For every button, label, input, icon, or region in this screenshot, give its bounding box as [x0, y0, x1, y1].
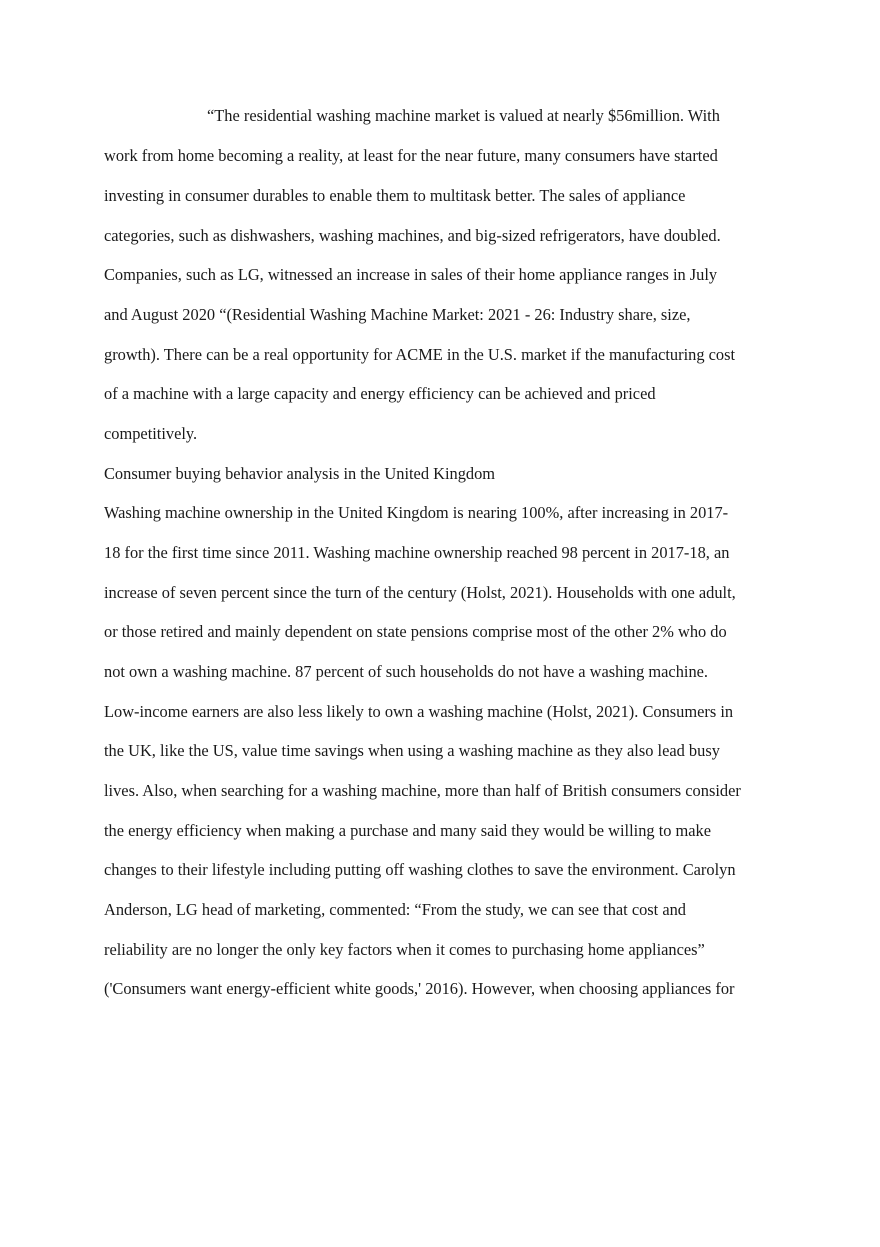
paragraph-1-line: investing in consumer durables to enable them to multitask better. The sales of appliance — [104, 186, 686, 205]
paragraph-2-line: Washing machine ownership in the United Kingdom is nearing 100%, after increasing in 2017- — [104, 503, 729, 522]
paragraph-2-line: the energy efficiency when making a purchase and many said they would be willing to make — [104, 821, 712, 840]
paragraph-1-line: competitively. — [104, 424, 198, 443]
paragraph-2-line: reliability are no longer the only key factors when it comes to purchasing home appliances” — [104, 940, 705, 959]
paragraph-2-line: increase of seven percent since the turn of the century (Holst, 2021). Households with one adult, — [104, 583, 736, 602]
paragraph-1-line: Companies, such as LG, witnessed an increase in sales of their home appliance ranges in July — [104, 265, 718, 284]
paragraph-2-line: not own a washing machine. 87 percent of such households do not have a washing machine. — [104, 662, 709, 681]
paragraph-2-line: 18 for the first time since 2011. Washing machine ownership reached 98 percent in 2017-18, an — [104, 543, 730, 562]
paragraph-1-line: growth). There can be a real opportunity for ACME in the U.S. market if the manufacturing cost — [104, 345, 736, 364]
paragraph-2-line: changes to their lifestyle including putting off washing clothes to save the environment. Carolyn — [104, 860, 736, 879]
paragraph-2-line: lives. Also, when searching for a washing machine, more than half of British consumers consider — [104, 781, 741, 800]
paragraph-1-line: “The residential washing machine market is valued at nearly $56million. With — [207, 106, 720, 125]
paragraph-1-line: categories, such as dishwashers, washing machines, and big-sized refrigerators, have doubled. — [104, 226, 721, 245]
paragraph-1-line: and August 2020 “(Residential Washing Machine Market: 2021 - 26: Industry share, size, — [104, 305, 691, 324]
paragraph-2-line: the UK, like the US, value time savings when using a washing machine as they also lead busy — [104, 741, 720, 760]
section-heading: Consumer buying behavior analysis in the United Kingdom — [104, 464, 496, 483]
paragraph-2-line: or those retired and mainly dependent on state pensions comprise most of the other 2% who do — [104, 622, 727, 641]
paragraph-1-line: of a machine with a large capacity and energy efficiency can be achieved and priced — [104, 384, 656, 403]
paragraph-2-line: ('Consumers want energy-efficient white goods,' 2016). However, when choosing appliances for — [104, 979, 735, 998]
paragraph-2-line: Anderson, LG head of marketing, commented: “From the study, we can see that cost and — [104, 900, 687, 919]
paragraph-1-line: work from home becoming a reality, at least for the near future, many consumers have started — [104, 146, 718, 165]
paragraph-2-line: Low-income earners are also less likely to own a washing machine (Holst, 2021). Consumers in — [104, 702, 734, 721]
